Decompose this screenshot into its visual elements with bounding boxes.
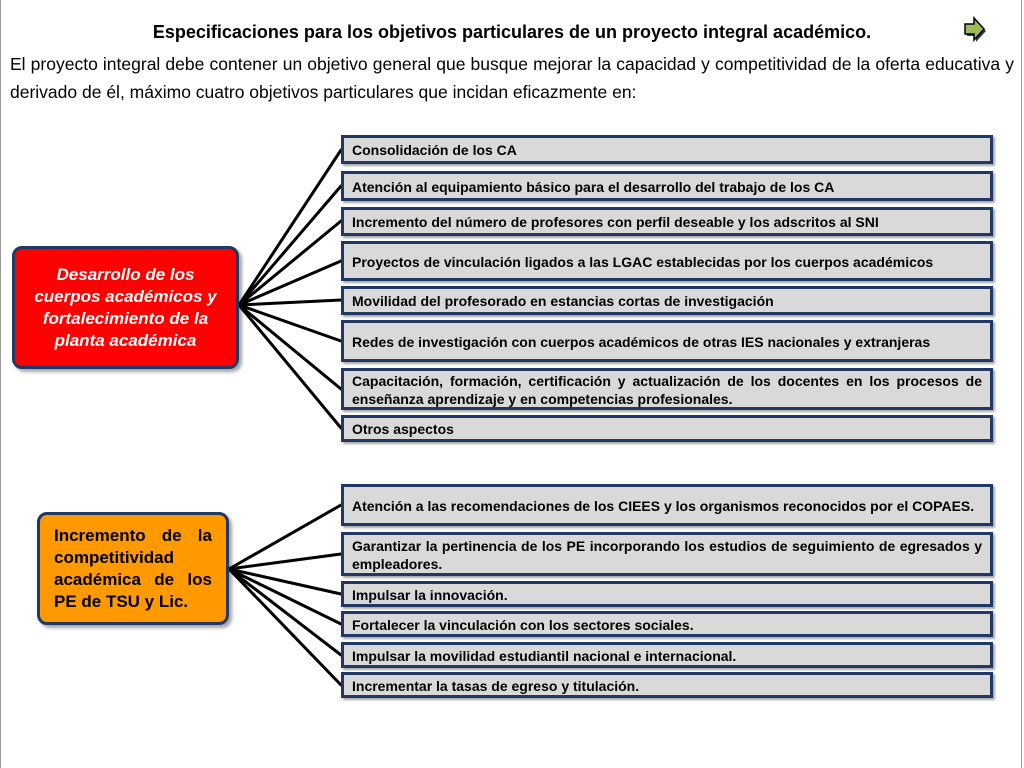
item-vinculacion-sectores: Fortalecer la vinculación con los sectores sociales. — [341, 611, 993, 637]
item-tasas-egreso: Incrementar la tasas de egreso y titulación. — [341, 672, 993, 698]
intro-paragraph: El proyecto integral debe contener un objetivo general que busque mejorar la capacidad y competitividad de la oferta educativa y derivado de él, máximo cuatro objetivos particulares que incidan eficazmente en: — [10, 54, 1014, 102]
item-vinculacion-lgac: Proyectos de vinculación ligados a las LGAC establecidas por los cuerpos académicos — [341, 241, 993, 281]
item-consolidacion-ca: Consolidación de los CA — [341, 135, 993, 164]
group-box-desarrollo — [12, 246, 239, 369]
item-pertinencia-pe: Garantizar la pertinencia de los PE incorporando los estudios de seguimiento de egresados y empleadores. — [341, 532, 993, 576]
group-label-desarrollo: Desarrollo de los cuerpos académicos y fortalecimiento de la planta académica — [34, 264, 217, 350]
item-otros-aspectos: Otros aspectos — [341, 415, 993, 442]
group-label-incremento: Incremento de la competitividad académica de los PE de TSU y Lic. — [54, 525, 212, 611]
item-equipamiento: Atención al equipamiento básico para el desarrollo del trabajo de los CA — [341, 171, 993, 201]
page-border-right — [1021, 0, 1022, 768]
group-box-incremento — [37, 512, 229, 625]
right-arrow-icon[interactable] — [960, 15, 988, 43]
item-redes-investigacion: Redes de investigación con cuerpos académicos de otras IES nacionales y extranjeras — [341, 320, 993, 362]
item-perfil-deseable: Incremento del número de profesores con perfil deseable y los adscritos al SNI — [341, 207, 993, 236]
slide-title: Especificaciones para los objetivos particulares de un proyecto integral académico. — [152, 22, 872, 42]
item-movilidad-estudiantil: Impulsar la movilidad estudiantil nacional e internacional. — [341, 642, 993, 668]
item-innovacion: Impulsar la innovación. — [341, 581, 993, 607]
item-movilidad-profesorado: Movilidad del profesorado en estancias cortas de investigación — [341, 286, 993, 315]
page-border-left — [0, 0, 1, 768]
item-capacitacion-docentes: Capacitación, formación, certificación y actualización de los docentes en los procesos de enseñanza aprendizaje y en competencias profesionales. — [341, 368, 993, 410]
item-recomendaciones-ciees: Atención a las recomendaciones de los CIEES y los organismos reconocidos por el COPAES. — [341, 484, 993, 526]
